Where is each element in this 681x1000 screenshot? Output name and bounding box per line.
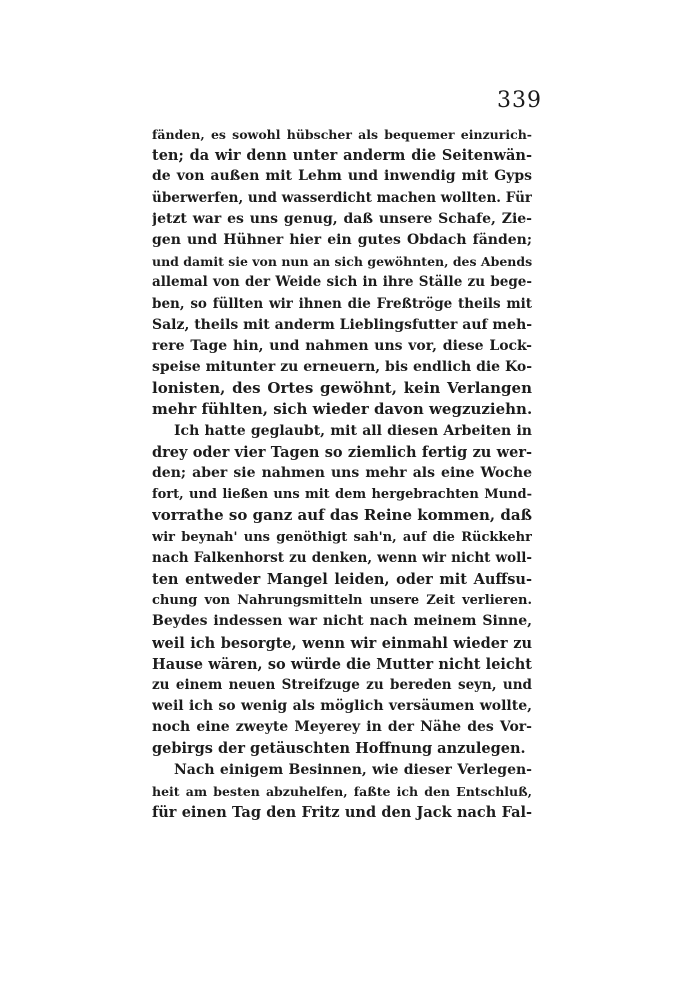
text-line: ten entweder Mangel leiden, oder mit Auffsu- (152, 570, 532, 588)
text-line: heit am besten abzuhelfen, faßte ich den Entschluß, (152, 783, 532, 799)
page-number: 339 (497, 88, 542, 113)
text-line: fort, und ließen uns mit dem hergebrachten Mund- (152, 487, 532, 503)
text-line: jetzt war es uns genug, daß unsere Schafe, Zie- (152, 210, 532, 227)
text-line: noch eine zweyte Meyerey in der Nähe des Vor- (152, 719, 532, 736)
text-line: speise mitunter zu erneuern, bis endlich die Ko- (152, 359, 532, 376)
text-line: wir beynah' uns genöthigt sah'n, auf die Rückkehr (152, 529, 532, 545)
text-line: gebirgs der getäuschten Hoffnung anzulegen. (152, 740, 526, 758)
text-line: zu einem neuen Streifzuge zu bereden seyn, und (152, 676, 532, 693)
text-line: und damit sie von nun an sich gewöhnten, des Abends (152, 254, 532, 270)
text-line: für einen Tag den Fritz und den Jack nach Fal- (152, 804, 532, 821)
text-line: weil ich besorgte, wenn wir einmahl wieder zu (152, 634, 532, 652)
body-text (152, 124, 532, 823)
text-line: den; aber sie nahmen uns mehr als eine Woche (152, 465, 532, 481)
text-line: Beydes indessen war nicht nach meinem Sinne, (152, 613, 532, 630)
text-line: allemal von der Weide sich in ihre Ställe zu bege- (152, 274, 532, 291)
text-line: fänden, es sowohl hübscher als bequemer einzurich- (152, 127, 532, 142)
text-line: Hause wären, so würde die Mutter nicht leicht (152, 655, 532, 673)
text-line: Ich hatte geglaubt, mit all diesen Arbeiten in (174, 422, 532, 439)
text-line: Salz, theils mit anderm Lieblingsfutter auf meh- (152, 316, 532, 333)
text-line: weil ich so wenig als möglich versäumen wollte, (152, 698, 532, 715)
text-line: Nach einigem Besinnen, wie dieser Verlegen- (174, 761, 532, 778)
text-line: ben, so füllten wir ihnen die Freßtröge theils mit (152, 295, 532, 312)
text-line: gen und Hühner hier ein gutes Obdach fänden; (152, 231, 532, 248)
text-line: mehr fühlten, sich wieder davon wegzuziehn. (152, 400, 532, 419)
text-line: drey oder vier Tagen so ziemlich fertig zu wer- (152, 443, 532, 461)
text-line: chung von Nahrungsmitteln unsere Zeit verlieren. (152, 593, 532, 609)
text-line: ten; da wir denn unter anderm die Seitenwän- (152, 147, 532, 165)
text-line: de von außen mit Lehm und inwendig mit Gyps (152, 168, 532, 185)
text-line: nach Falkenhorst zu denken, wenn wir nicht woll- (152, 549, 532, 566)
text-line: überwerfen, und wasserdicht machen wollten. Für (152, 189, 532, 206)
text-line: lonisten, des Ortes gewöhnt, kein Verlangen (152, 379, 532, 398)
text-line: vorrathe so ganz auf das Reine kommen, daß (152, 506, 532, 525)
text-line: rere Tage hin, und nahmen uns vor, diese Lock- (152, 337, 532, 354)
